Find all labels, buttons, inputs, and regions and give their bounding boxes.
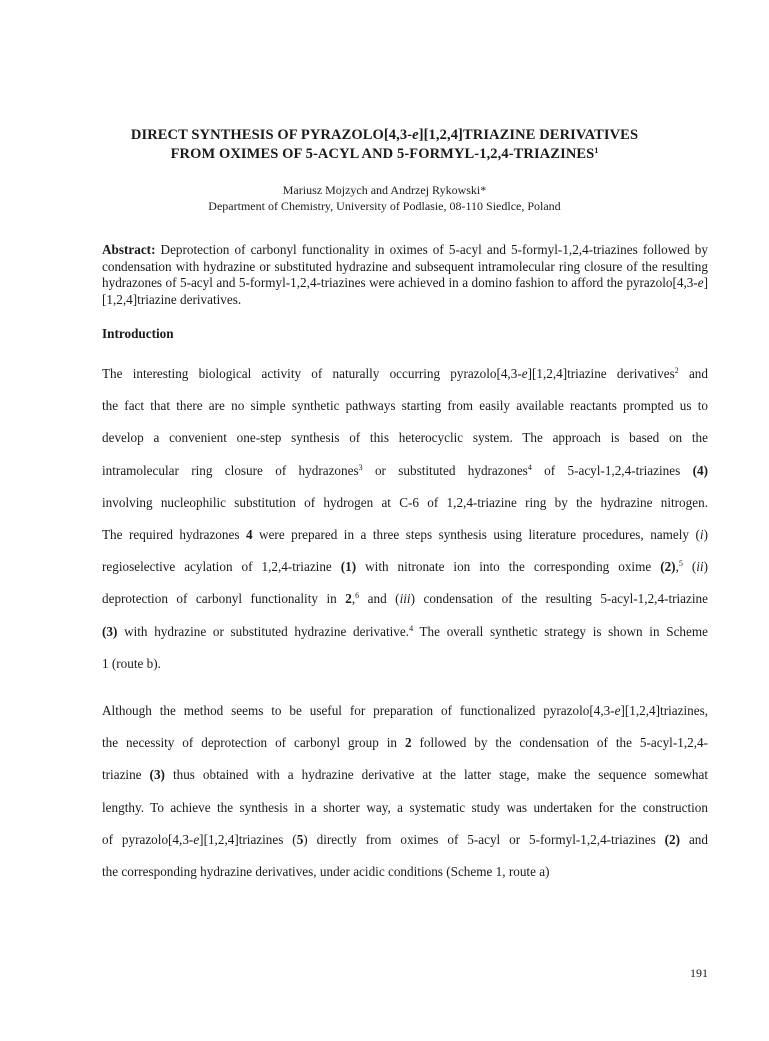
text-line: the necessity of deprotection of carbonyl group in 2 followed by the condensation of the 5-acyl-1,2,4-	[102, 735, 708, 751]
authors: Mariusz Mojzych and Andrzej Rykowski*	[282, 183, 487, 197]
paper-title	[0, 126, 769, 164]
text-line: intramolecular ring closure of hydrazones$^3$ or substituted hydrazones$^4$ of 5-acyl-1,2,4-triazines (4)	[102, 462, 708, 478]
text-line: involving nucleophilic substitution of hydrogen at C-6 of 1,2,4-triazine ring by the hydrazine nitrogen.	[102, 494, 708, 510]
text-line: lengthy. To achieve the synthesis in a shorter way, a systematic study was undertaken for the construction	[102, 799, 708, 815]
abstract: Abstract: Deprotection of carbonyl functionality in oximes of 5-acyl and 5-formyl-1,2,4-triazines followed by condensation with hydrazine or substituted hydrazine and subsequent intramolecular ring closure of the resulting hydrazones of 5-acyl and 5-formyl-1,2,4-triazines were achieved in a domino fashion to afford the pyrazolo[4,3-e][1,2,4]triazine derivatives.	[102, 242, 708, 307]
title-line-1: DIRECT SYNTHESIS OF PYRAZOLO[4,3-e][1,2,4]TRIAZINE DERIVATIVES	[130, 127, 639, 143]
abstract-label: Abstract:	[102, 242, 156, 257]
text-line: regioselective acylation of 1,2,4-triazine (1) with nitronate ion into the corresponding oxime (2),$^5$ (ii)	[102, 559, 708, 575]
page-number: 191	[690, 966, 708, 980]
text-line: The required hydrazones 4 were prepared in a three steps synthesis using literature procedures, namely (i)	[102, 527, 708, 543]
text-line: triazine (3) thus obtained with a hydrazine derivative at the latter stage, make the sequence somewhat	[102, 767, 708, 783]
intro-paragraph-2	[102, 695, 708, 888]
text-line: deprotection of carbonyl functionality in 2,$^6$ and (iii) condensation of the resulting 5-acyl-1,2,4-triazine	[102, 591, 708, 607]
text-line: 1 (route b).	[102, 655, 161, 671]
text-line: develop a convenient one-step synthesis of this heterocyclic system. The approach is based on the	[102, 430, 708, 446]
text-line: of pyrazolo[4,3-e][1,2,4]triazines (5) directly from oximes of 5-acyl or 5-formyl-1,2,4-triazines (2) and	[102, 831, 708, 847]
text-line: (3) with hydrazine or substituted hydrazine derivative.$^4$ The overall synthetic strategy is shown in Scheme	[102, 623, 708, 639]
text-line: Although the method seems to be useful for preparation of functionalized pyrazolo[4,3-e][1,2,4]triazines,	[102, 703, 708, 718]
intro-paragraph-1	[102, 358, 708, 680]
text-line: the fact that there are no simple synthetic pathways starting from easily available reactants prompted us to	[102, 398, 708, 414]
affiliation: Department of Chemistry, University of Podlasie, 08-110 Siedlce, Poland	[208, 199, 561, 213]
section-heading: Introduction	[102, 326, 174, 341]
text-line: the corresponding hydrazine derivatives, under acidic conditions (Scheme 1, route a)	[102, 864, 550, 880]
title-line-2: FROM OXIMES OF 5-ACYL AND 5-FORMYL-1,2,4-TRIAZINES$^1$	[170, 146, 599, 162]
text-line: The interesting biological activity of naturally occurring pyrazolo[4,3-e][1,2,4]triazine derivatives$^2$ and	[102, 366, 708, 381]
